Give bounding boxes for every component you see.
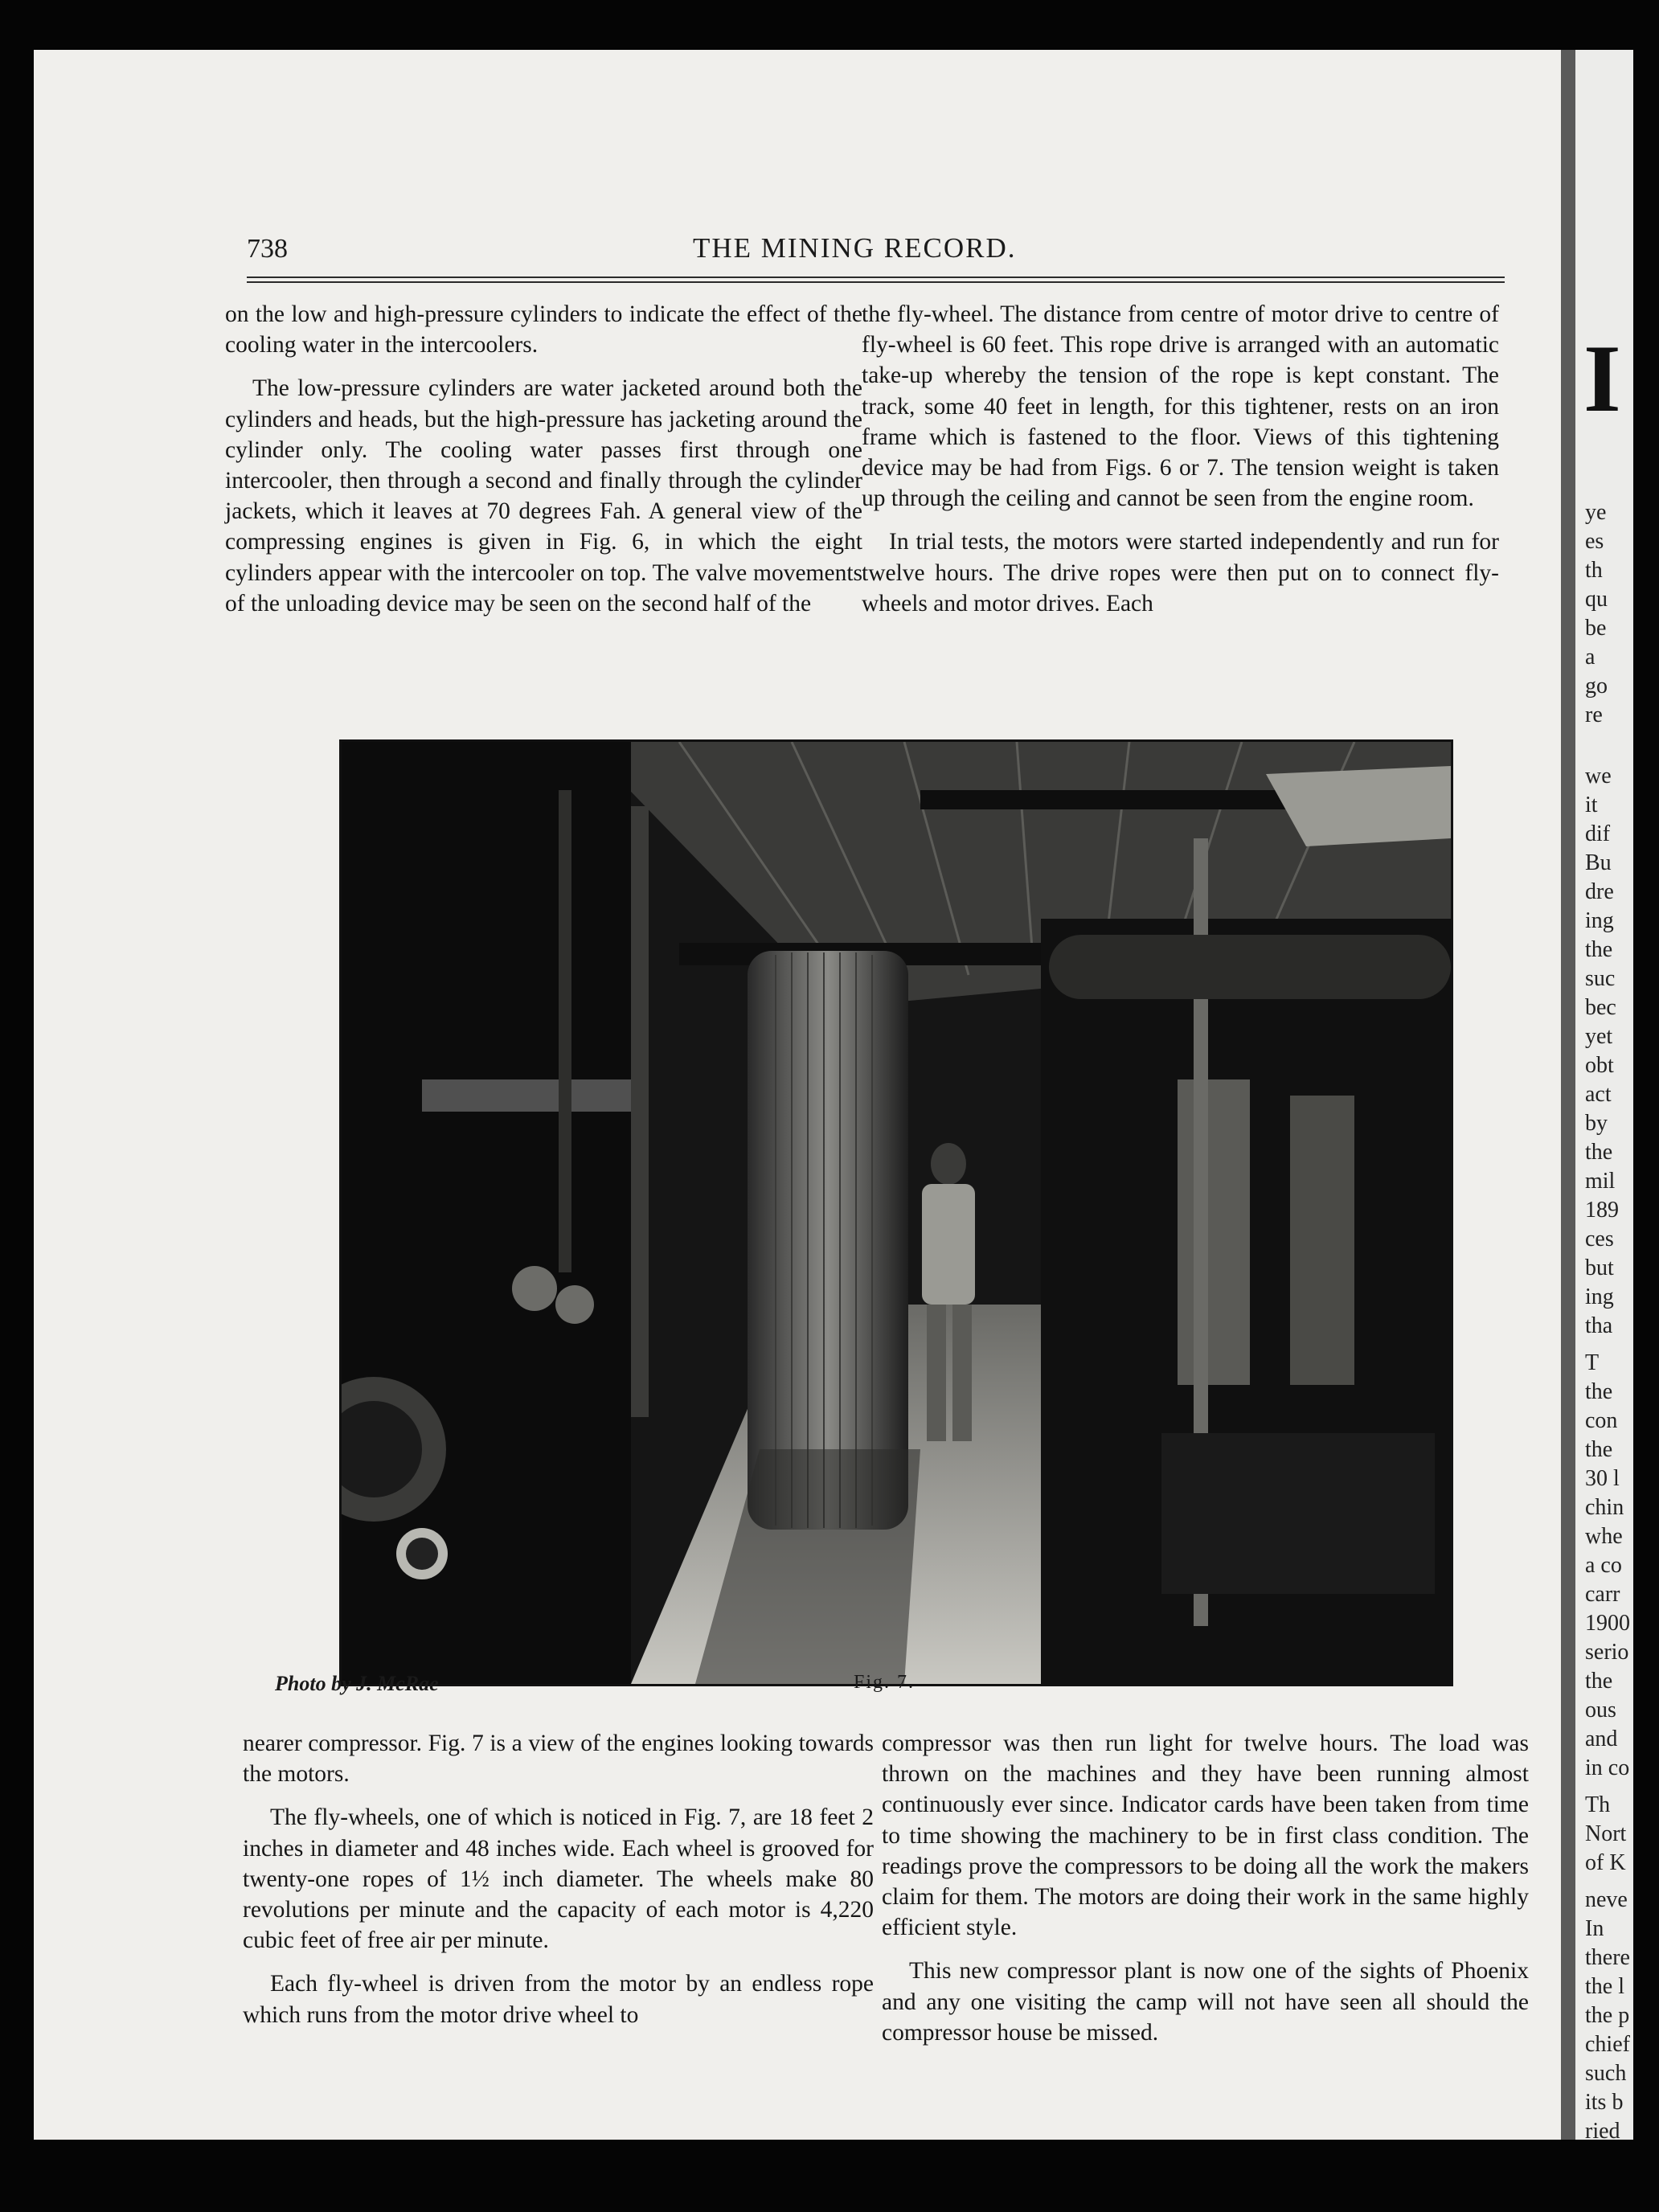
drop-letter: I	[1583, 325, 1621, 432]
facing-line-fragment: we	[1585, 764, 1612, 789]
facing-line-fragment: 30 l	[1585, 1466, 1620, 1491]
page-number: 738	[247, 234, 288, 264]
facing-line-fragment: whe	[1585, 1524, 1623, 1549]
facing-line-fragment: the	[1585, 1379, 1613, 1404]
facing-line-fragment: the	[1585, 1437, 1613, 1462]
bottom-left-column	[243, 1728, 874, 2043]
facing-line-fragment: ces	[1585, 1227, 1614, 1251]
facing-line-fragment: mil	[1585, 1169, 1616, 1194]
facing-line-fragment: ing	[1585, 1284, 1614, 1309]
facing-line-fragment: ried	[1585, 2119, 1620, 2140]
top-left-column	[225, 299, 862, 632]
facing-line-fragment: ye	[1585, 500, 1607, 525]
paragraph: This new compressor plant is now one of the sights of Phoenix and any one visiting the camp will not have seen all should the compressor house be missed.	[882, 1958, 1529, 2046]
facing-line-fragment: it	[1585, 793, 1598, 817]
photo-illustration	[342, 742, 1451, 1684]
facing-line-fragment: ing	[1585, 908, 1614, 933]
facing-line-fragment: chin	[1585, 1495, 1624, 1520]
facing-line-fragment: there	[1585, 1945, 1630, 1970]
document-page	[34, 50, 1561, 2140]
top-right-column	[862, 299, 1499, 632]
facing-line-fragment: the l	[1585, 1974, 1624, 1999]
facing-line-fragment: be	[1585, 616, 1607, 641]
facing-line-fragment: by	[1585, 1111, 1608, 1136]
header-rule-top	[247, 276, 1505, 278]
engine-room-photo	[339, 739, 1453, 1686]
facing-line-fragment: act	[1585, 1082, 1612, 1107]
facing-line-fragment: suc	[1585, 966, 1616, 991]
facing-line-fragment: th	[1585, 558, 1603, 583]
facing-line-fragment: dif	[1585, 821, 1611, 846]
facing-line-fragment: In	[1585, 1916, 1604, 1941]
facing-line-fragment: 1900	[1585, 1611, 1630, 1636]
facing-line-fragment: and	[1585, 1727, 1618, 1751]
facing-line-fragment: bec	[1585, 995, 1616, 1020]
facing-page-edge	[1561, 50, 1633, 2140]
paragraph: on the low and high-pressure cylinders to indicate the effect of the cooling water in the intercoolers.	[225, 301, 862, 358]
bottom-right-column	[882, 1728, 1529, 2061]
paragraph: nearer compressor. Fig. 7 is a view of the engines looking towards the motors.	[243, 1731, 874, 1788]
paragraph: Each fly-wheel is driven from the motor by an endless rope which runs from the motor drive wheel to	[243, 1971, 874, 2028]
facing-line-fragment: a co	[1585, 1553, 1622, 1578]
facing-line-fragment: the	[1585, 1669, 1613, 1694]
facing-line-fragment: es	[1585, 529, 1604, 554]
facing-line-fragment: the	[1585, 937, 1613, 962]
page-header	[34, 223, 1561, 271]
facing-line-fragment: con	[1585, 1408, 1618, 1433]
facing-line-fragment: T	[1585, 1350, 1600, 1375]
facing-line-fragment: neve	[1585, 1887, 1628, 1912]
facing-line-fragment: carr	[1585, 1582, 1620, 1607]
facing-line-fragment: its b	[1585, 2090, 1624, 2115]
paragraph: the fly-wheel. The distance from centre of motor drive to centre of fly-wheel is 60 feet. This rope drive is arranged with an automatic take-up whereby the tension of the rope is kept constant. The track, some 40 feet in length, for this tightener, rests on an iron frame which is fastened to the floor. Views of this tightening device may be had from Figs. 6 or 7. The tension weight is taken up through the ceiling and cannot be seen from the engine room.	[862, 301, 1499, 512]
facing-line-fragment: go	[1585, 674, 1608, 698]
paragraph: In trial tests, the motors were started independently and run for twelve hours. The drive ropes were then put on to connect fly-wheels and motor drives. Each	[862, 529, 1499, 616]
facing-line-fragment: but	[1585, 1256, 1614, 1280]
paragraph: The fly-wheels, one of which is noticed in Fig. 7, are 18 feet 2 inches in diameter and 48 inches wide. Each wheel is grooved for twenty-one ropes of 1½ inch diameter. The wheels make 80 revolutions per minute and the capacity of each motor is 4,220 cubic feet of free air per minute.	[243, 1804, 874, 1954]
facing-line-fragment: dre	[1585, 879, 1614, 904]
facing-line-fragment: serio	[1585, 1640, 1629, 1665]
facing-line-fragment: Bu	[1585, 850, 1612, 875]
facing-line-fragment: qu	[1585, 587, 1608, 612]
facing-line-fragment: of K	[1585, 1850, 1626, 1875]
paragraph: compressor was then run light for twelve hours. The load was thrown on the machines and they have been running almost continuously ever since. Indicator cards have been taken from time to time showing the machinery to be in first class condition. The readings prove the compressors to be doing all the work the makers claim for them. The motors are doing their work in the same highly efficient style.	[882, 1731, 1529, 1941]
running-title: THE MINING RECORD.	[693, 232, 1017, 264]
facing-line-fragment: a	[1585, 645, 1596, 670]
figure-label: Fig. 7.	[854, 1672, 916, 1693]
facing-line-fragment: re	[1585, 703, 1603, 727]
facing-line-fragment: yet	[1585, 1024, 1613, 1049]
paragraph: The low-pressure cylinders are water jacketed around both the cylinders and heads, but the high-pressure has jacketing around the cylinder only. The cooling water passes first through one intercooler, then through a second and finally through the cylinder jackets, which it leaves at 70 degrees Fah. A general view of the compressing engines is given in Fig. 6, in which the eight cylinders appear with the intercooler on top. The valve movements of the unloading device may be seen on the second half of the	[225, 375, 862, 616]
facing-line-fragment: chief	[1585, 2032, 1630, 2057]
page-gutter	[1561, 50, 1575, 2140]
facing-line-fragment: obt	[1585, 1053, 1614, 1078]
facing-line-fragment: 189	[1585, 1198, 1619, 1223]
facing-line-fragment: ous	[1585, 1698, 1616, 1722]
facing-line-fragment: Th	[1585, 1792, 1611, 1817]
facing-line-fragment: tha	[1585, 1313, 1613, 1338]
facing-line-fragment: the	[1585, 1140, 1613, 1165]
header-rule-bottom	[247, 281, 1505, 283]
facing-line-fragment: such	[1585, 2061, 1627, 2086]
facing-line-fragment: Nort	[1585, 1821, 1627, 1846]
facing-line-fragment: the p	[1585, 2003, 1630, 2028]
photo-credit: Photo by J. McRae	[275, 1672, 439, 1695]
facing-line-fragment: in co	[1585, 1755, 1630, 1780]
